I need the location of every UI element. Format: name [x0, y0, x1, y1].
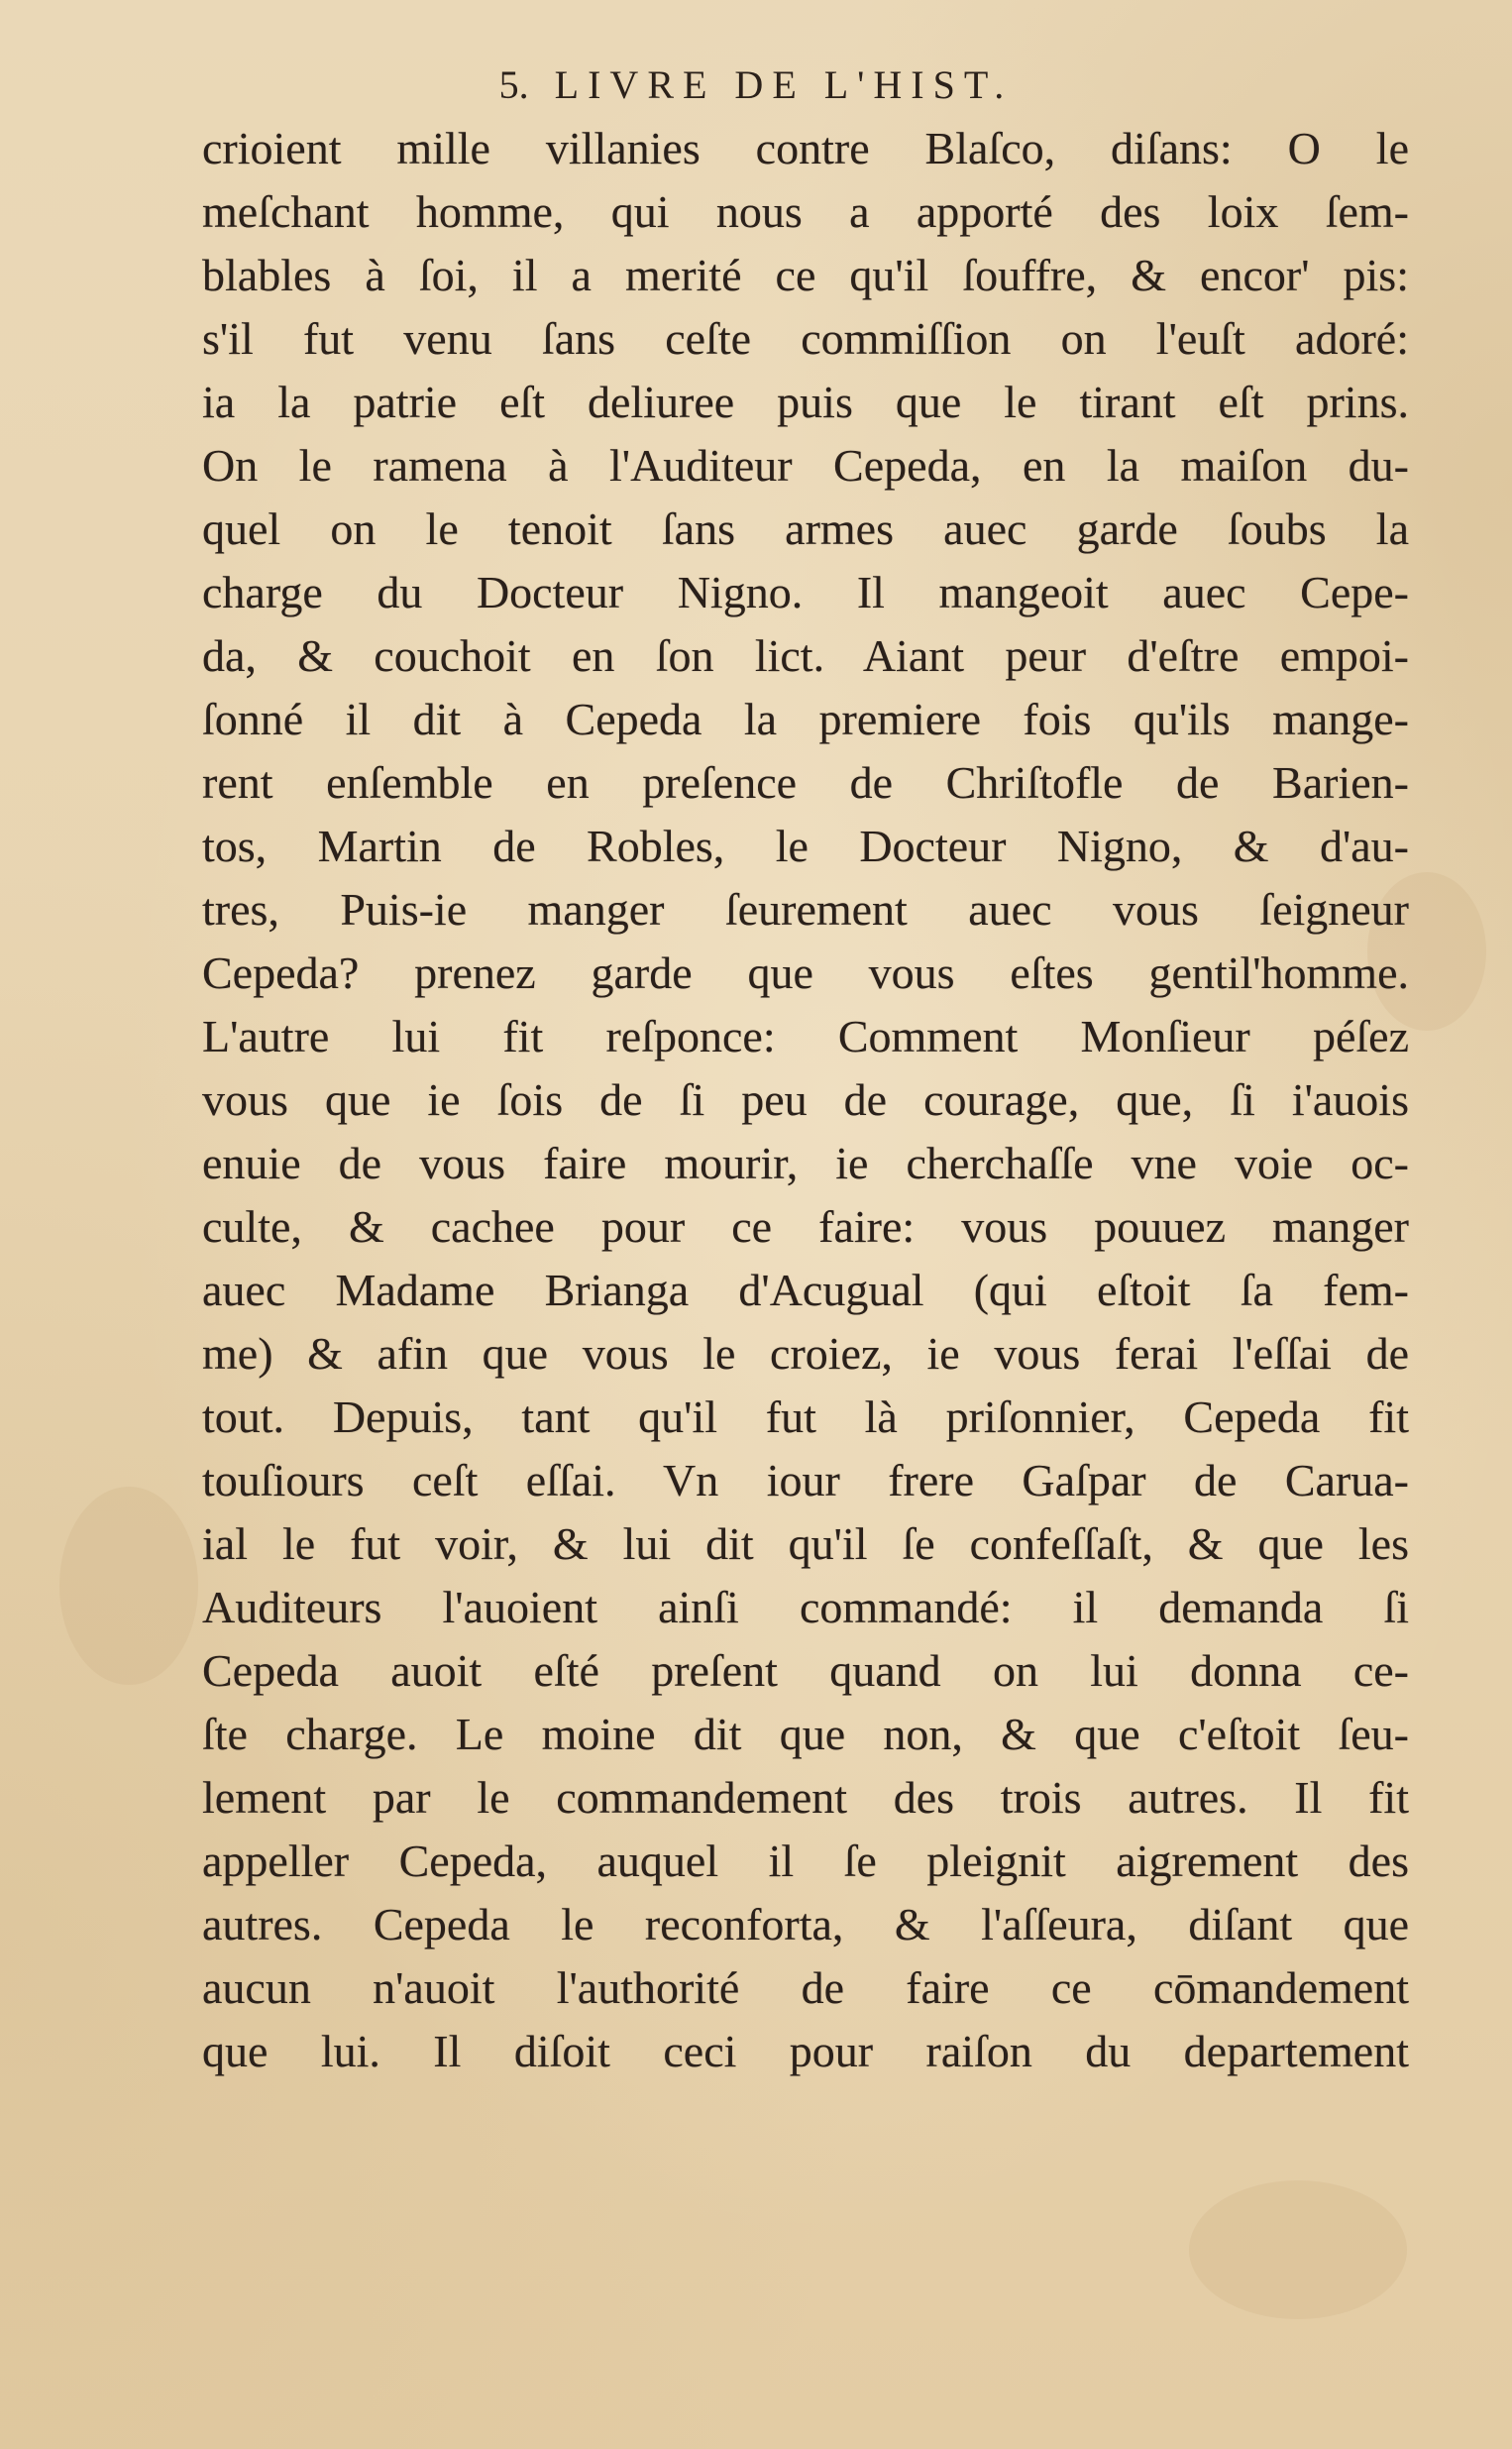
text-line: touſiours ceſt eſſai. Vn iour frere Gaſpar de Carua-: [202, 1455, 1409, 1505]
text-line: On le ramena à l'Auditeur Cepeda, en la maiſon du-: [202, 440, 1409, 491]
running-head: [0, 61, 1512, 108]
text-line: Auditeurs l'auoient ainſi commandé: il demanda ſi: [202, 1582, 1409, 1632]
text-line: vous que ie ſois de ſi peu de courage, que, ſi i'auois: [202, 1074, 1409, 1125]
text-line: meſchant homme, qui nous a apporté des loix ſem-: [202, 186, 1409, 237]
running-title: LIVRE DE L'HIST.: [554, 62, 1014, 107]
text-line: enuie de vous faire mourir, ie cherchaſſe vne voie oc-: [202, 1138, 1409, 1188]
text-line: tout. Depuis, tant qu'il fut là priſonnier, Cepeda fit: [202, 1391, 1409, 1442]
text-line: me) & afin que vous le croiez, ie vous ferai l'eſſai de: [202, 1328, 1409, 1379]
text-line: aucun n'auoit l'authorité de faire ce cōmandement: [202, 1962, 1409, 2013]
text-line: s'il fut venu ſans ceſte commiſſion on l'euſt adoré:: [202, 313, 1409, 364]
text-line: lement par le commandement des trois autres. Il fit: [202, 1772, 1409, 1823]
text-line: autres. Cepeda le reconforta, & l'aſſeura, diſant que: [202, 1899, 1409, 1949]
text-line: crioient mille villanies contre Blaſco, diſans: O le: [202, 123, 1409, 173]
text-line: rent enſemble en preſence de Chriſtofle de Barien-: [202, 757, 1409, 808]
text-line: quel on le tenoit ſans armes auec garde ſoubs la: [202, 503, 1409, 554]
text-line: ſonné il dit à Cepeda la premiere fois qu'ils mange-: [202, 694, 1409, 744]
paper-stain: [59, 1487, 198, 1685]
text-line: Cepeda auoit eſté preſent quand on lui donna ce-: [202, 1645, 1409, 1696]
text-line: tres, Puis-ie manger ſeurement auec vous ſeigneur: [202, 884, 1409, 935]
text-line: ial le fut voir, & lui dit qu'il ſe confeſſaſt, & que les: [202, 1518, 1409, 1569]
text-line: ſte charge. Le moine dit que non, & que c'eſtoit ſeu-: [202, 1709, 1409, 1759]
text-line: Cepeda? prenez garde que vous eſtes gentil'homme.: [202, 947, 1409, 998]
paper-stain: [1189, 2180, 1407, 2319]
text-line: appeller Cepeda, auquel il ſe pleignit aigrement des: [202, 1836, 1409, 1886]
text-line: blables à ſoi, il a merité ce qu'il ſouffre, & encor' pis:: [202, 250, 1409, 300]
text-line: que lui. Il diſoit ceci pour raiſon du departement: [202, 2026, 1409, 2076]
text-line: L'autre lui fit reſponce: Comment Monſieur péſez: [202, 1011, 1409, 1061]
text-line: da, & couchoit en ſon lict. Aiant peur d'eſtre empoi-: [202, 630, 1409, 681]
text-line: culte, & cachee pour ce faire: vous pouuez manger: [202, 1201, 1409, 1252]
body-text: [202, 117, 1409, 2083]
text-line: ia la patrie eſt deliuree puis que le tirant eſt prins.: [202, 377, 1409, 427]
text-line: tos, Martin de Robles, le Docteur Nigno, & d'au-: [202, 821, 1409, 871]
text-line: charge du Docteur Nigno. Il mangeoit auec Cepe-: [202, 567, 1409, 617]
text-line: auec Madame Brianga d'Acugual (qui eſtoit ſa fem-: [202, 1265, 1409, 1315]
page-number: 5.: [498, 62, 529, 107]
